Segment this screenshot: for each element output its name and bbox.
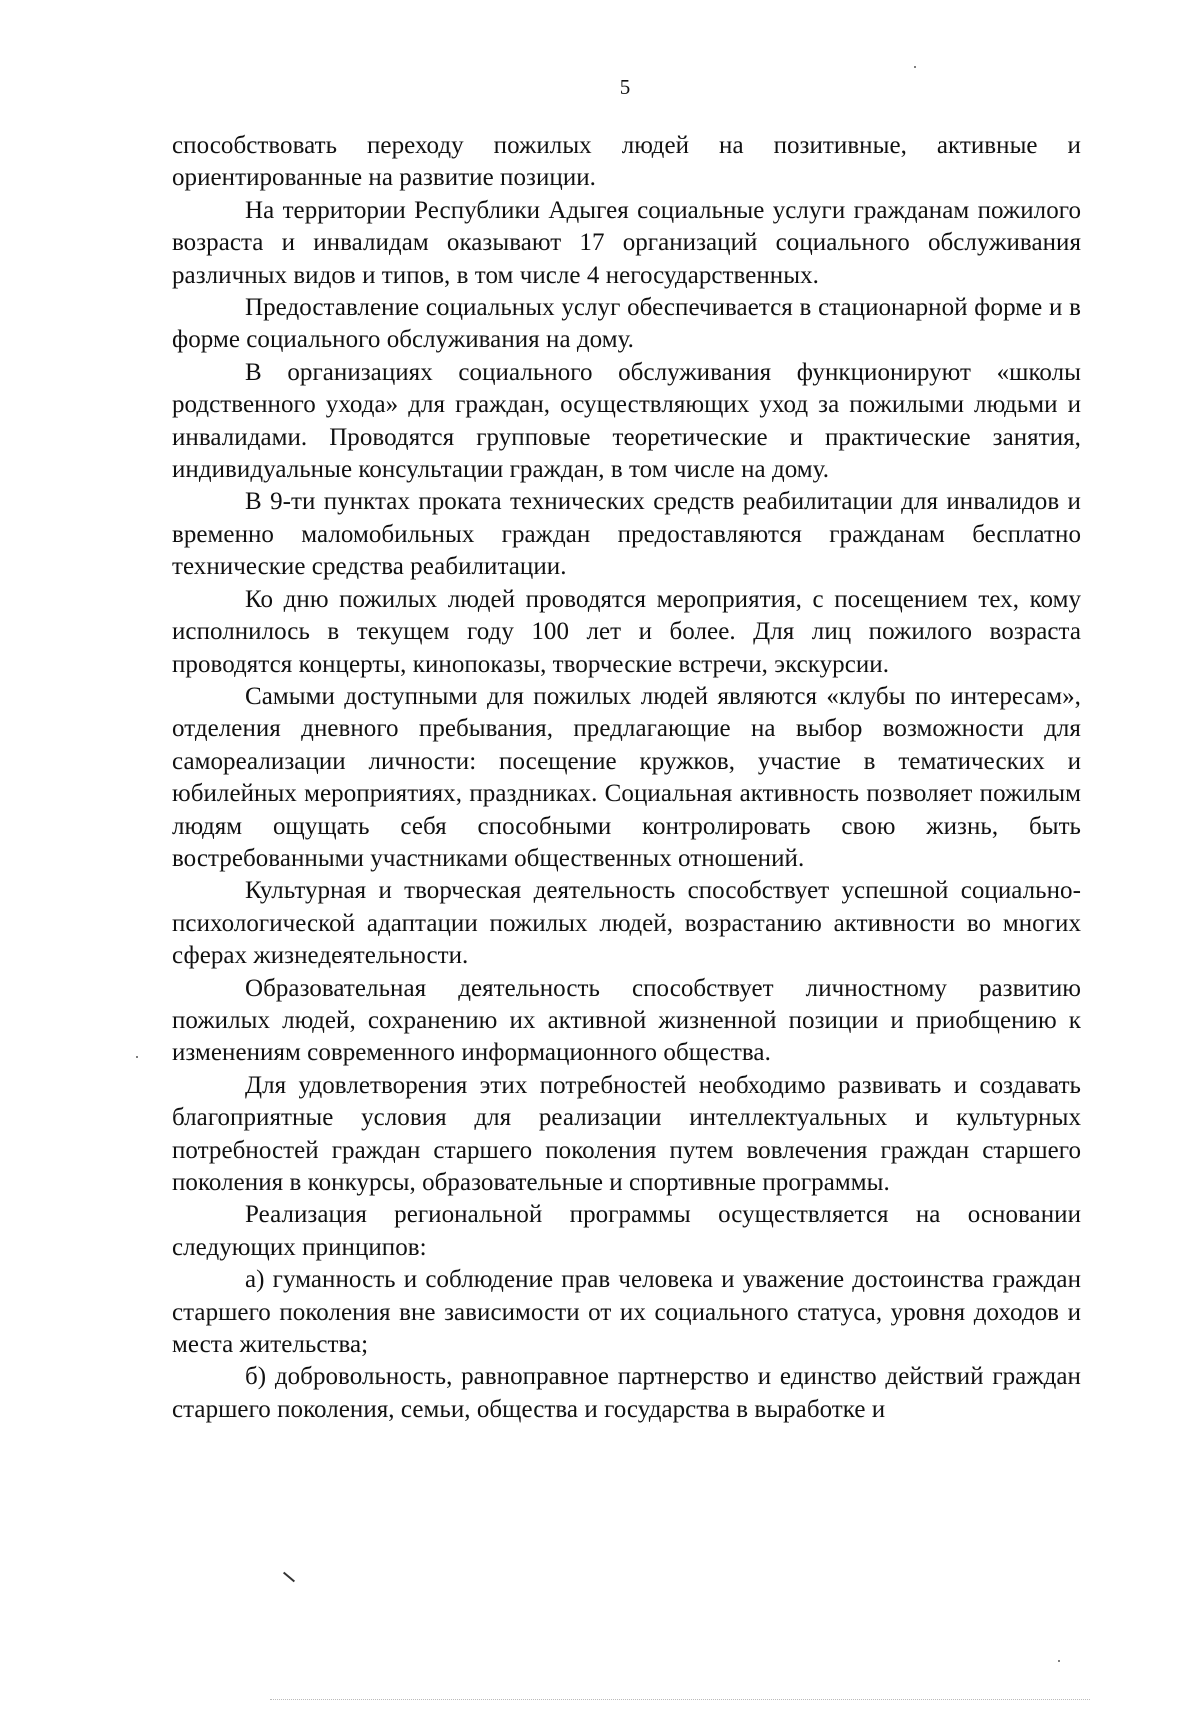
document-body — [172, 130, 1081, 1426]
paragraph-2: На территории Республики Адыгея социальные услуги гражданам пожилого возраста и инвалидам оказывают 17 организаций социального обслуживания различных видов и типов, в том числе 4 негосударственных. — [172, 196, 1081, 289]
scan-speck — [914, 66, 916, 68]
paragraph-11: Реализация региональной программы осуществляется на основании следующих принципов: — [172, 1201, 1081, 1261]
scan-speck — [1058, 1660, 1060, 1662]
scan-speck — [136, 1056, 138, 1058]
paragraph-4: В организациях социального обслуживания функционируют «школы родственного ухода» для граждан, осуществляющих уход за пожилыми людьми и инвалидами. Проводятся групповые теоретические и практические занятия, индивидуальные консультации граждан, в том числе на дому. — [172, 358, 1081, 484]
paragraph-10: Для удовлетворения этих потребностей необходимо развивать и создавать благоприятные условия для реализации интеллектуальных и культурных потребностей граждан старшего поколения путем вовлечения граждан старшего поколения в конкурсы, образовательные и спортивные программы. — [172, 1071, 1081, 1196]
paragraph-13: б) добровольность, равноправное партнерство и единство действий граждан старшего поколения, семьи, общества и государства в выработке и — [172, 1363, 1081, 1423]
paragraph-3: Предоставление социальных услуг обеспечивается в стационарной форме и в форме социального обслуживания на дому. — [172, 294, 1081, 354]
paragraph-6: Ко дню пожилых людей проводятся мероприятия, с посещением тех, кому исполнилось в текущем году 100 лет и более. Для лиц пожилого возраста проводятся концерты, кинопоказы, творческие встречи, экскурсии. — [172, 585, 1081, 678]
paragraph-9: Образовательная деятельность способствует личностному развитию пожилых людей, сохранению их активной жизненной позиции и приобщению к изменениям современного информационного общества. — [172, 974, 1081, 1067]
paragraph-12: а) гуманность и соблюдение прав человека и уважение достоинства граждан старшего поколения вне зависимости от их социального статуса, уровня доходов и места жительства; — [172, 1266, 1081, 1359]
paragraph-1: способствовать переходу пожилых людей на позитивные, активные и ориентированные на развитие позиции. — [172, 132, 1081, 192]
paragraph-5: В 9-ти пунктах проката технических средств реабилитации для инвалидов и временно маломобильных граждан предоставляются гражданам бесплатно технические средства реабилитации. — [172, 488, 1081, 581]
scan-edge — [270, 1699, 1090, 1701]
page-number: 5 — [619, 75, 631, 99]
paragraph-8: Культурная и творческая деятельность способствует успешной социально-психологической адаптации пожилых людей, возрастанию активности во многих сферах жизнедеятельности. — [172, 877, 1081, 970]
pen-mark — [283, 1572, 295, 1583]
paragraph-7: Самыми доступными для пожилых людей являются «клубы по интересам», отделения дневного пребывания, предлагающие на выбор возможности для самореализации личности: посещение кружков, участие в тематических и юбилейных мероприятиях, праздниках. Социальная активность позволяет пожилым людям ощущать себя способными контролировать свою жизнь, быть востребованными участниками общественных отношений. — [172, 682, 1081, 872]
